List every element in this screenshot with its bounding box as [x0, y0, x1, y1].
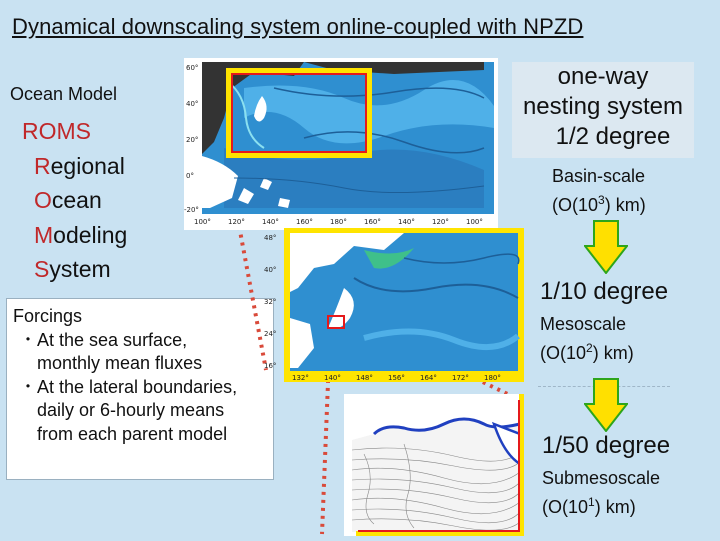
lon-tick: 140°	[262, 218, 279, 226]
lon-tick: 156°	[388, 374, 405, 382]
roms-initial: M	[34, 221, 54, 248]
lon-tick: 172°	[452, 374, 469, 382]
nesting-line1: one-way	[557, 63, 649, 90]
order-text: (O(10	[552, 195, 599, 215]
map-mesoscale-panel	[284, 228, 524, 382]
slide-title: Dynamical downscaling system online-coupled with NPZD	[12, 14, 584, 39]
scale-label: Mesoscale	[540, 314, 627, 334]
order-exponent: 2	[586, 341, 593, 355]
lat-tick: 40°	[186, 100, 199, 108]
map-mesoscale-lat-axis	[262, 228, 284, 382]
ocean-model-label: Ocean Model	[10, 84, 118, 104]
scale-order	[540, 336, 634, 365]
lat-tick: 40°	[264, 266, 277, 274]
order-text: (O(10	[542, 497, 589, 517]
roms-initial: O	[34, 187, 52, 213]
scale-label: Submesoscale	[542, 468, 661, 488]
lon-tick: 164°	[420, 374, 437, 382]
lat-tick: 20°	[186, 136, 199, 144]
scale-order	[552, 188, 646, 217]
level-submeso	[542, 466, 660, 519]
forcings-heading: Forcings	[13, 306, 83, 326]
down-arrow-1	[584, 220, 628, 274]
scale-label: Basin-scale	[552, 166, 646, 186]
lat-tick: 24°	[264, 330, 277, 338]
lon-tick: 160°	[296, 218, 313, 226]
lon-tick: 100°	[466, 218, 483, 226]
res-meso: 1/10 degree	[540, 278, 669, 305]
order-text: ) km)	[594, 497, 636, 517]
order-text: ) km)	[592, 343, 634, 363]
lon-tick: 140°	[398, 218, 415, 226]
roms-word: ystem	[49, 256, 111, 282]
forcing-item-cont: daily or 6-hourly means	[37, 400, 225, 420]
lon-ticks	[194, 218, 483, 226]
forcing-item-cont: from each parent model	[37, 423, 228, 444]
nesting-box	[512, 62, 694, 158]
forcing-item: ・At the sea surface,	[19, 329, 188, 350]
order-text: (O(10	[540, 343, 587, 363]
lat-tick: -20°	[184, 206, 199, 214]
level-meso	[540, 312, 634, 365]
lat-tick: 60°	[186, 64, 199, 72]
lon-tick: 180°	[330, 218, 347, 226]
lon-tick: 148°	[356, 374, 373, 382]
lat-tick: 0°	[186, 172, 194, 180]
level-basin	[552, 164, 646, 217]
submeso-frame-red	[358, 400, 520, 532]
forcing-item-cont: monthly mean fluxes	[37, 353, 203, 373]
lon-tick: 120°	[432, 218, 449, 226]
res-basin: 1/2 degree	[555, 123, 671, 150]
roms-word: odeling	[53, 221, 128, 248]
roms-acronym: ROMS	[22, 118, 91, 144]
roms-initial: R	[34, 152, 51, 179]
res-submeso: 1/50 degree	[542, 432, 671, 459]
lon-tick: 132°	[292, 374, 309, 382]
lat-tick: 32°	[264, 298, 277, 306]
order-text: ) km)	[604, 195, 646, 215]
lat-ticks	[184, 64, 199, 214]
order-exponent: 1	[588, 495, 595, 509]
nest-box-red	[231, 73, 367, 153]
arrow-shape	[585, 221, 627, 273]
arrow-shape	[585, 379, 627, 431]
lon-tick: 100°	[194, 218, 211, 226]
nesting-line2: nesting system	[522, 93, 684, 120]
order-exponent: 3	[598, 193, 605, 207]
lat-tick: 48°	[264, 234, 277, 242]
roms-word: egional	[50, 152, 125, 179]
lon-tick: 140°	[324, 374, 341, 382]
lon-tick: 160°	[364, 218, 381, 226]
forcing-item: ・At the lateral boundaries,	[19, 376, 238, 397]
roms-initial: S	[34, 256, 50, 282]
roms-word: cean	[51, 187, 102, 213]
lon-tick: 120°	[228, 218, 245, 226]
scale-order	[542, 490, 660, 519]
down-arrow-2	[584, 378, 628, 432]
lon-tick: 180°	[484, 374, 501, 382]
lat-tick: 16°	[264, 362, 277, 370]
map-mesoscale	[284, 228, 524, 382]
